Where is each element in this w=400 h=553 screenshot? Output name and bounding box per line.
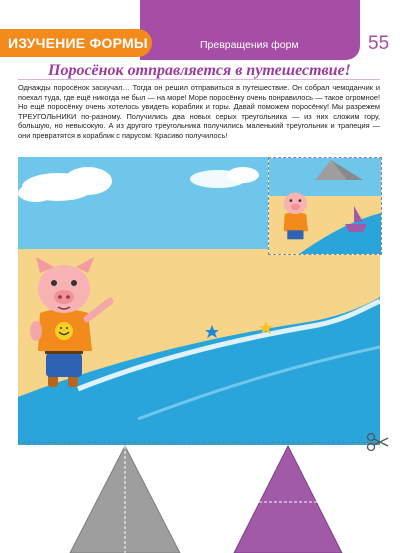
page-header: [0, 0, 400, 62]
header-band: [140, 0, 360, 60]
section-title: Превращения форм: [200, 39, 299, 51]
title-divider: [18, 79, 380, 80]
cutout-shapes: [0, 444, 400, 553]
purple-triangle[interactable]: [234, 446, 342, 553]
solution-inset: [268, 157, 382, 255]
inset-scene: [269, 158, 381, 254]
gray-triangle[interactable]: [70, 446, 180, 553]
topic-label: ИЗУЧЕНИЕ ФОРМЫ: [0, 29, 152, 57]
cut-line: [18, 442, 380, 443]
smiley-icon: [55, 322, 73, 340]
story-text: Однажды поросёнок заскучал… Тогда он решил отправиться в путешествие. Он собрал чемоданчик и поехал туда, где ещё никогда не был — на море! Море поросёнку очень понравилось — такое огромное! Но ещё поросёнку очень хотелось увидеть кораблик и горы. Давай поможем поросёнку! Мы разрежем ТРЕУГОЛЬНИКИ по-разному. Получились два новых серых треугольника — из них сложим гору, большую, но невысокую. А из другого треугольника получились маленький треугольник и трапеция — они превратятся в кораблик с парусом. Красиво получилось!: [18, 83, 380, 140]
page-number: 55: [368, 33, 390, 54]
story-title: Поросёнок отправляется в путешествие!: [48, 62, 351, 79]
